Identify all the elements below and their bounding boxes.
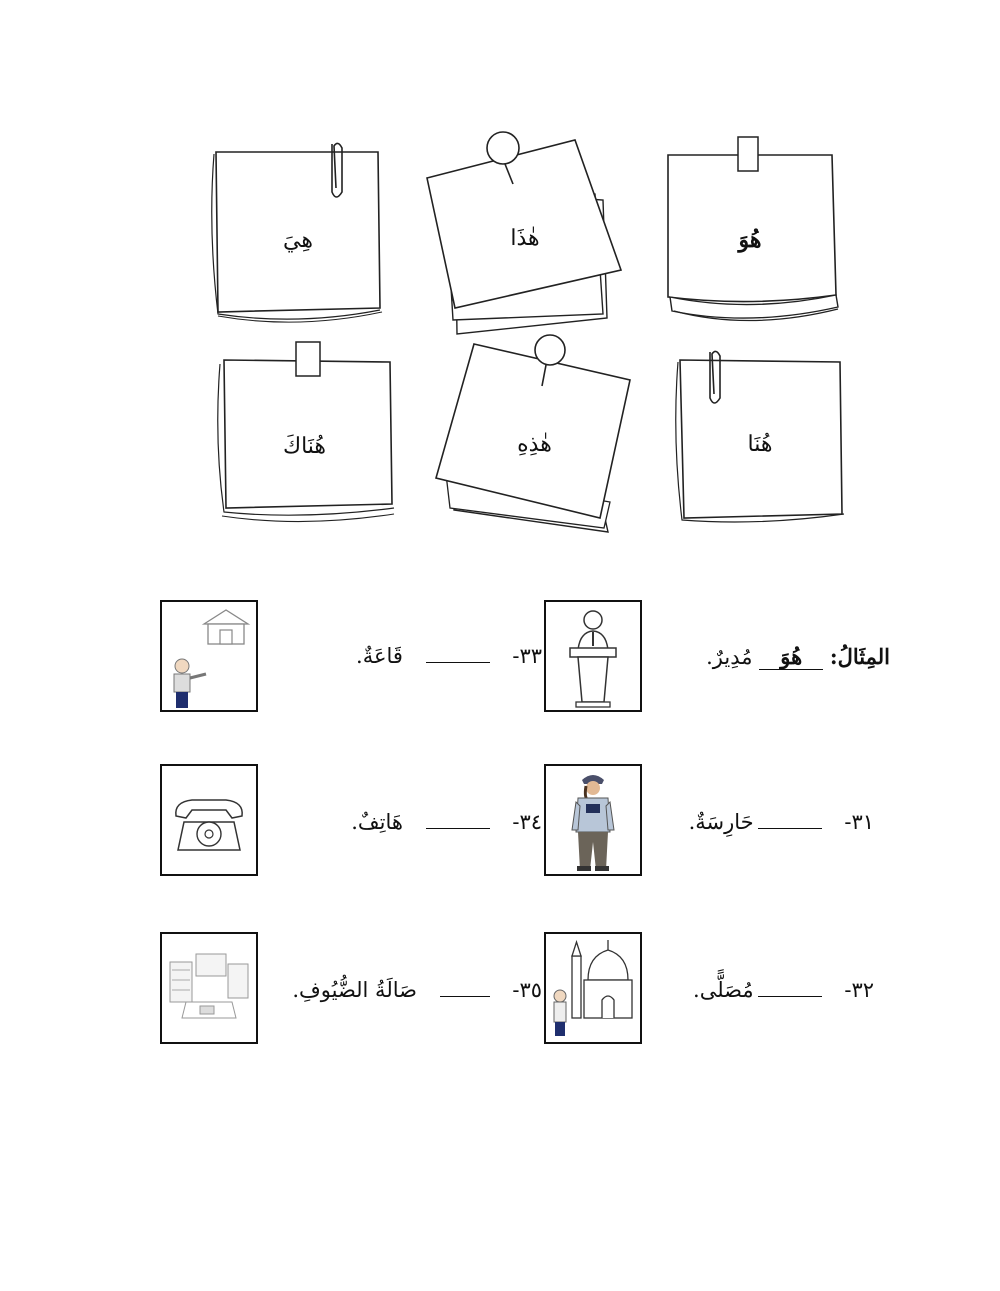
telephone-icon: [162, 766, 256, 874]
question-word: قَاعَةٌ.: [356, 644, 403, 668]
question-word: هَاتِفٌ.: [351, 810, 403, 834]
question-word: صَالَةُ الضُّيُوفِ.: [292, 978, 417, 1002]
answer-blank[interactable]: [758, 814, 822, 829]
answer-blank[interactable]: [426, 648, 490, 663]
note-hunaka[interactable]: [212, 340, 397, 530]
tape-icon: [738, 137, 758, 171]
question-34: [351, 810, 542, 834]
answer-blank[interactable]: [440, 982, 490, 997]
note-word: هُنَا: [747, 432, 773, 457]
hall-icon: [162, 602, 256, 710]
pin-icon: [535, 335, 565, 365]
question-31: [689, 810, 874, 834]
note-word: هٰذَا: [510, 226, 540, 251]
example-line: [706, 644, 890, 670]
note-word: هٰذِهِ: [517, 432, 552, 457]
note-huwa[interactable]: [660, 135, 840, 330]
example-word: مُدِيرٌ.: [706, 645, 753, 669]
picture-telephone: [160, 764, 258, 876]
lounge-icon: [162, 934, 256, 1042]
question-number: ٣٢-: [844, 978, 874, 1002]
note-huna[interactable]: [670, 348, 850, 528]
note-word: هِيَ: [283, 228, 313, 253]
question-number: ٣١-: [844, 810, 874, 834]
question-number: ٣٥-: [512, 978, 542, 1002]
picture-man-at-podium: [544, 600, 642, 712]
example-label: المِثَالُ:: [829, 644, 890, 669]
question-32: [693, 978, 874, 1002]
picture-boy-and-mosque: [544, 932, 642, 1044]
female-guard-icon: [546, 766, 640, 874]
note-word: هُوَ: [738, 227, 762, 253]
answer-blank[interactable]: [758, 982, 822, 997]
mosque-icon: [546, 934, 640, 1042]
answer-blank[interactable]: [426, 814, 490, 829]
picture-boy-pointing-at-hall: [160, 600, 258, 712]
note-word: هُنَاكَ: [282, 434, 327, 459]
note-hadha[interactable]: [425, 130, 625, 340]
example-answer: هُوَ: [759, 644, 823, 670]
note-hiya[interactable]: [208, 140, 388, 330]
note-hadhihi[interactable]: [432, 332, 637, 542]
question-word: مُصَلًّى.: [693, 978, 754, 1002]
man-at-podium-icon: [546, 602, 640, 710]
question-number: ٣٤-: [512, 810, 542, 834]
tape-icon: [296, 342, 320, 376]
question-word: حَارِسَةٌ.: [688, 810, 754, 834]
picture-female-guard: [544, 764, 642, 876]
picture-guest-lounge: [160, 932, 258, 1044]
question-35: [292, 978, 542, 1002]
pin-icon: [487, 132, 519, 164]
question-number: ٣٣-: [512, 644, 542, 668]
question-33: [356, 644, 542, 668]
